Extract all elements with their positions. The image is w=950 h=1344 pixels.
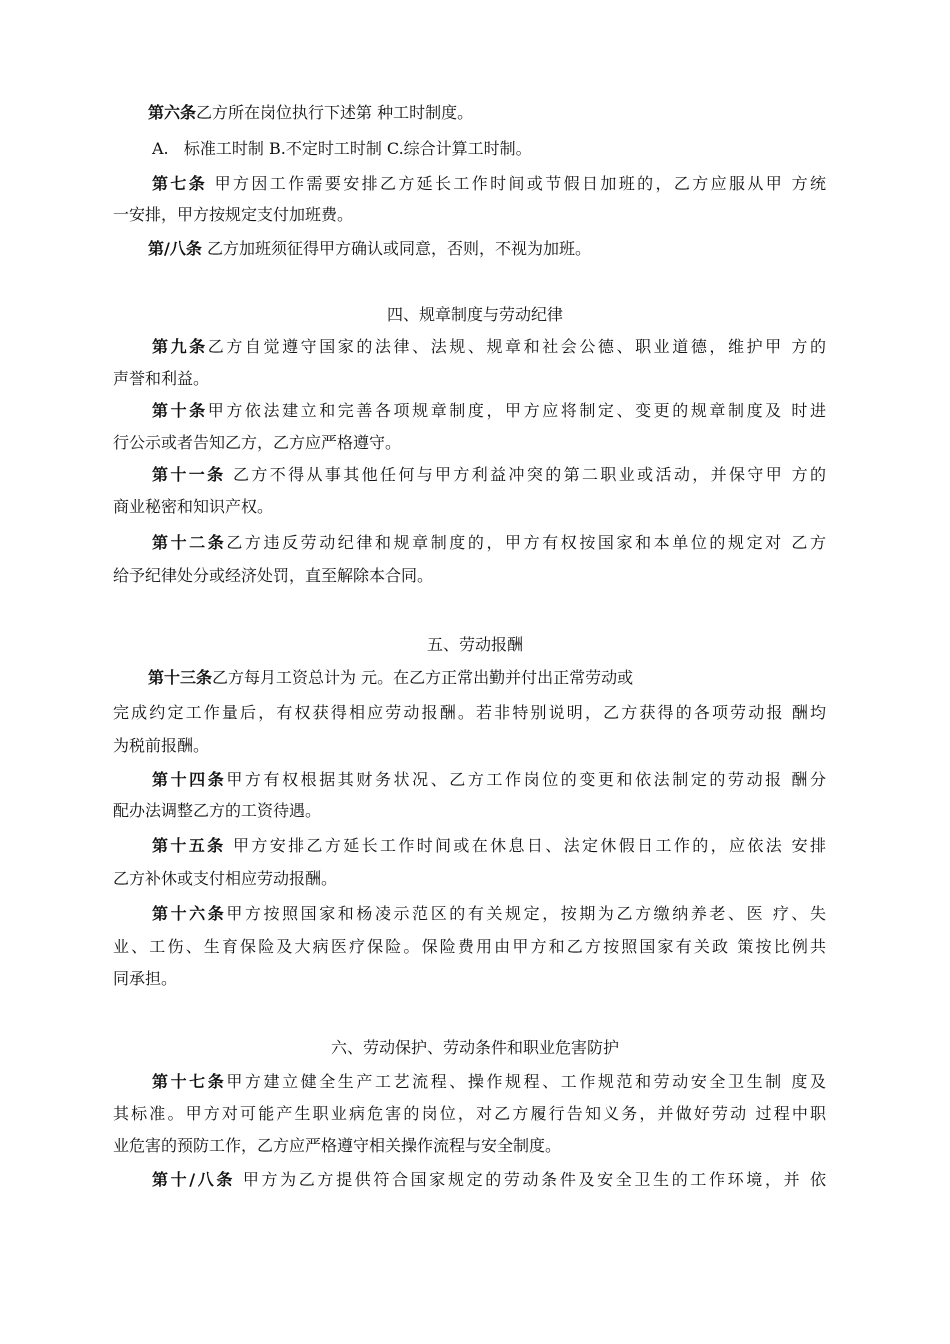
article-7-line-2: 一安排，甲方按规定支付加班费。 [113, 205, 354, 224]
article-text: 甲方安排乙方延长工作时间或在休息日、法定休假日工作的，应依法 安排 [225, 836, 826, 855]
article-11-line-2: 商业秘密和知识产权。 [113, 497, 274, 516]
article-text: 甲方依法建立和完善各项规章制度，甲方应将制定、变更的规章制度及 时进 [207, 401, 826, 420]
article-17-line-1 [152, 1070, 826, 1094]
article-label: 第十一条 [152, 465, 226, 484]
article-9-line-2: 声誉和利益。 [113, 369, 210, 388]
article-13-line-2: 完成约定工作量后，有权获得相应劳动报酬。若非特别说明，乙方获得的各项劳动报 酬均 [113, 703, 826, 722]
article-14-line-1 [152, 768, 826, 792]
article-text: 甲方建立健全生产工艺流程、操作规程、工作规范和劳动安全卫生制 度及 [226, 1072, 826, 1091]
article-17-line-2: 其标准。甲方对可能产生职业病危害的岗位，对乙方履行告知义务，并做好劳动 过程中职 [113, 1104, 826, 1123]
article-16-line-3: 同承担。 [113, 969, 178, 988]
article-label: 第十六条 [152, 904, 227, 923]
article-16-line-2: 业、工伤、生育保险及大病医疗保险。保险费用由甲方和乙方按照国家有关政 策按比例共 [113, 937, 826, 956]
article-12-line-2: 给予纪律处分或经济处罚，直至解除本合同。 [113, 566, 434, 585]
article-10-line-1 [152, 399, 826, 423]
article-15-line-1 [152, 834, 826, 858]
article-text: 乙方自觉遵守国家的法律、法规、规章和社会公德、职业道德，维护甲 方的 [207, 337, 826, 356]
article-13-line-1 [148, 666, 633, 690]
article-text: 乙方不得从事其他任何与甲方利益冲突的第二职业或活动，并保守甲 方的 [225, 465, 826, 484]
article-text: 甲方有权根据其财务状况、乙方工作岗位的变更和依法制定的劳动报 酬分 [226, 770, 826, 789]
article-18-line-1 [152, 1168, 826, 1192]
section-heading-5: 五、劳动报酬 [426, 635, 523, 654]
article-label: 第十七条 [152, 1072, 227, 1091]
article-17-line-3: 业危害的预防工作，乙方应严格遵守相关操作流程与安全制度。 [113, 1136, 562, 1155]
article-label: 第六条 [148, 103, 197, 122]
article-14-line-2: 配办法调整乙方的工资待遇。 [113, 801, 322, 820]
article-label: 第十二条 [152, 533, 227, 552]
article-label: 第七条 [152, 174, 208, 193]
section-heading-6: 六、劳动保护、劳动条件和职业危害防护 [330, 1038, 619, 1057]
article-6 [148, 101, 473, 125]
article-11-line-1 [152, 463, 826, 487]
article-label: 第/八条 [148, 239, 202, 258]
article-text: 甲方为乙方提供符合国家规定的劳动条件及安全卫生的工作环境，并 依 [235, 1170, 826, 1189]
article-text: 乙方每月工资总计为 元。在乙方正常出勤并付出正常劳动或 [212, 668, 634, 687]
article-8 [148, 237, 591, 261]
article-label: 第十三条 [148, 668, 213, 687]
article-label: 第十五条 [152, 836, 226, 855]
section-heading-4: 四、规章制度与劳动纪律 [386, 305, 563, 324]
article-12-line-1 [152, 531, 826, 555]
article-13-line-3: 为税前报酬。 [113, 736, 210, 755]
article-text: 乙方所在岗位执行下述第 种工时制度。 [196, 103, 474, 122]
article-label: 第十条 [152, 401, 208, 420]
article-label: 第十/八条 [152, 1170, 236, 1189]
article-7-line-1 [152, 172, 826, 196]
article-text: 乙方违反劳动纪律和规章制度的，甲方有权按国家和本单位的规定对 乙方 [226, 533, 826, 552]
article-text: 甲方按照国家和杨凌示范区的有关规定，按期为乙方缴纳养老、医 疗、失 [226, 904, 826, 923]
article-text: 乙方加班须征得甲方确认或同意，否则，不视为加班。 [201, 239, 591, 258]
article-10-line-2: 行公示或者告知乙方，乙方应严格遵守。 [113, 433, 402, 452]
article-6-options: A. 标准工时制 B.不定时工时制 C.综合计算工时制。 [152, 139, 532, 158]
article-label: 第九条 [152, 337, 208, 356]
article-text: 甲方因工作需要安排乙方延长工作时间或节假日加班的，乙方应服从甲 方统 [207, 174, 826, 193]
article-9-line-1 [152, 335, 826, 359]
article-label: 第十四条 [152, 770, 227, 789]
article-16-line-1 [152, 902, 826, 926]
article-15-line-2: 乙方补休或支付相应劳动报酬。 [113, 869, 338, 888]
